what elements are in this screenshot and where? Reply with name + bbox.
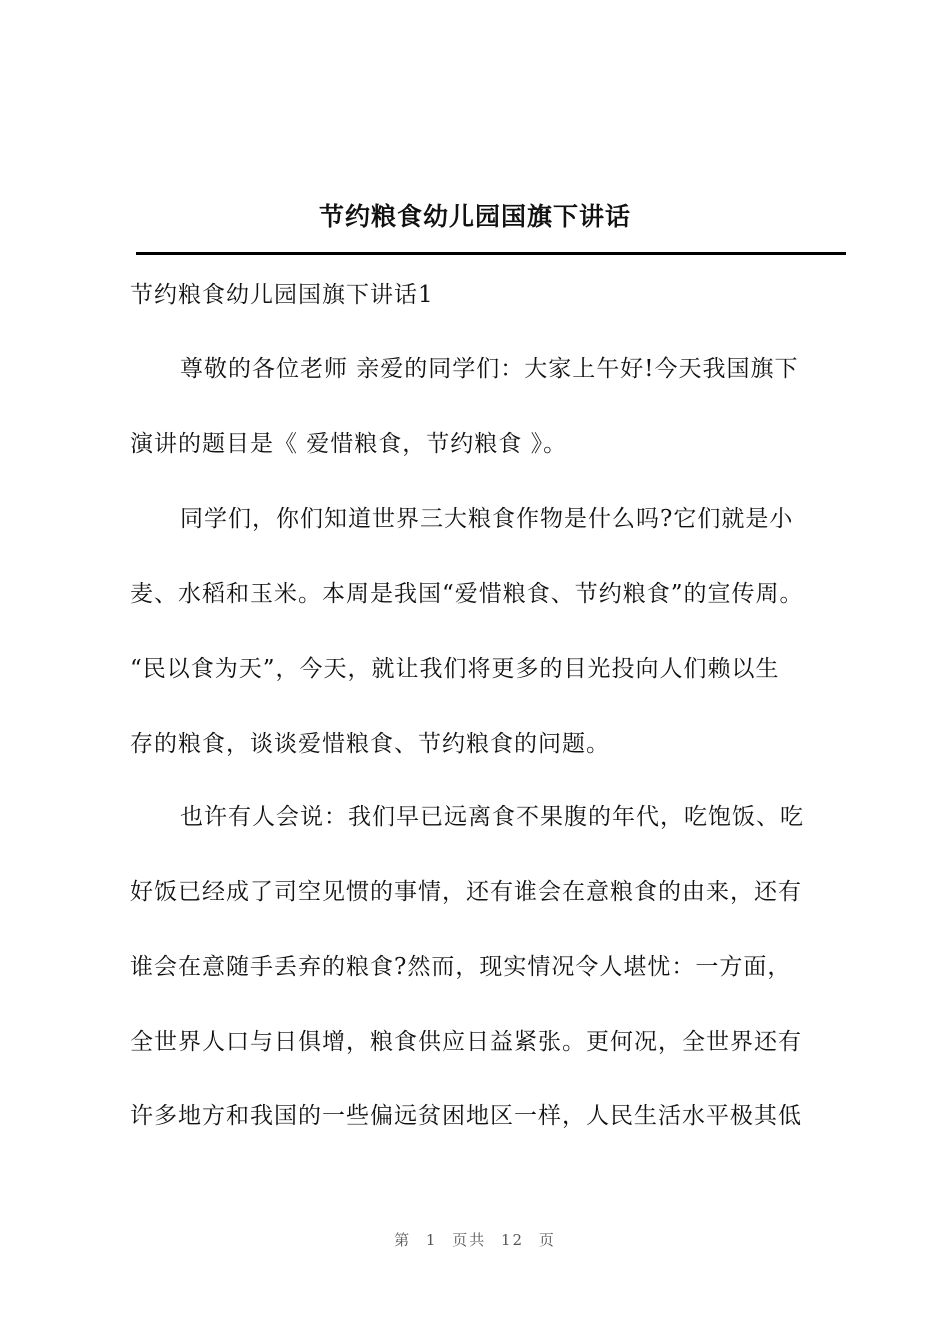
paragraph-line: 存的粮食，谈谈爱惜粮食、节约粮食的问题。 [130,731,610,757]
paragraph-line: 全世界人口与日俱增，粮食供应日益紧张。更何况，全世界还有 [130,1029,802,1055]
section-heading: 节约粮食幼儿园国旗下讲话1 [130,282,434,308]
paragraph-line: 谁会在意随手丢弃的粮食?然而，现实情况令人堪忧：一方面， [130,954,792,980]
paragraph-line: 尊敬的各位老师 亲爱的同学们：大家上午好!今天我国旗下 [180,356,799,382]
page-footer: 第 1 页共 12 页 [394,1231,556,1249]
title-divider [136,252,846,255]
paragraph-line: 同学们，你们知道世界三大粮食作物是什么吗?它们就是小 [180,506,794,532]
document-title: 节约粮食幼儿园国旗下讲话 [318,202,631,231]
paragraph-line: 许多地方和我国的一些偏远贫困地区一样，人民生活水平极其低 [130,1103,802,1129]
paragraph-line: 演讲的题目是《 爱惜粮食，节约粮食 》。 [130,431,568,457]
paragraph-line: “民以食为天”，今天，就让我们将更多的目光投向人们赖以生 [130,656,780,682]
paragraph-line: 也许有人会说：我们早已远离食不果腹的年代，吃饱饭、吃 [180,804,804,830]
paragraph-line: 麦、水稻和玉米。本周是我国“爱惜粮食、节约粮食”的宣传周。 [130,581,804,607]
paragraph-line: 好饭已经成了司空见惯的事情，还有谁会在意粮食的由来，还有 [130,879,802,905]
